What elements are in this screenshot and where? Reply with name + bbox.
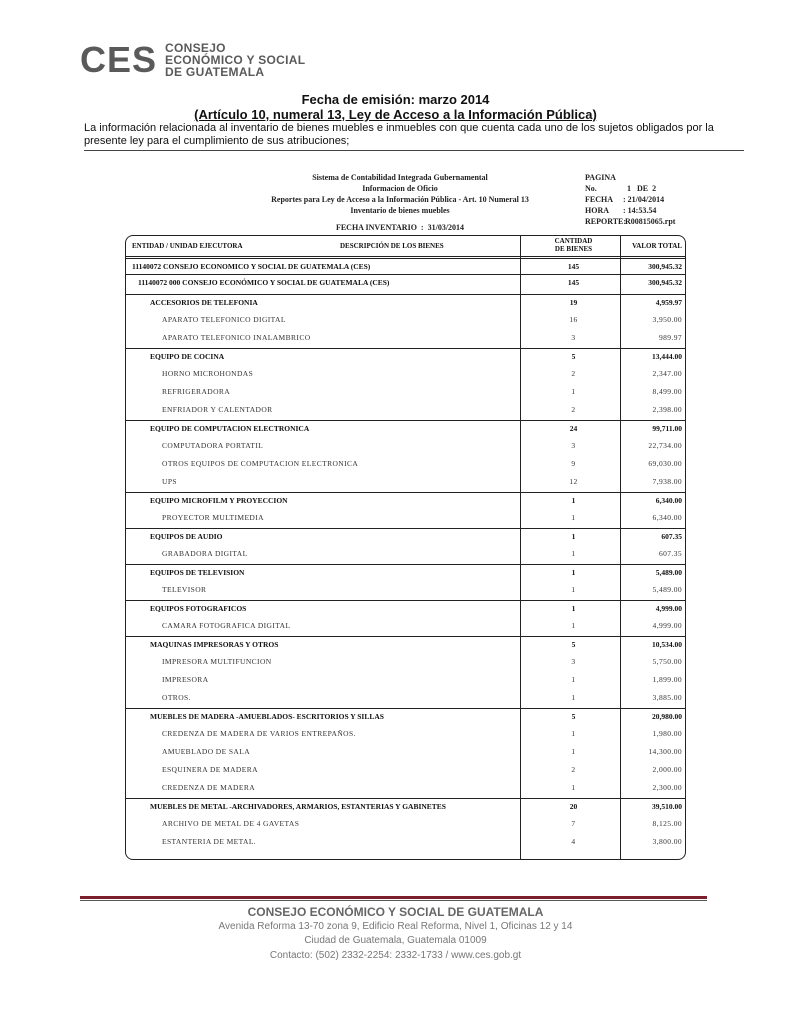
row-quantity: 1 [571,513,576,522]
row-description: OTROS EQUIPOS DE COMPUTACION ELECTRONICA [162,459,359,468]
table-group-row [126,492,685,509]
table-row [126,762,685,778]
row-value: 14,300.00 [648,747,682,756]
row-quantity: 1 [571,729,576,738]
report-time-value: 14:53.54 [627,206,657,215]
row-description: OTROS. [162,693,191,702]
row-value: 5,489.00 [652,585,682,594]
col-cantidad [526,237,621,253]
row-value: 607.35 [658,549,682,558]
row-description: HORNO MICROHONDAS [162,369,254,378]
logo-line-1: CONSEJO [165,41,226,55]
table-row [126,690,685,706]
footer-city: Ciudad de Guatemala, Guatemala 01009 [304,935,487,946]
table-row [126,654,685,670]
report-time: HORA : 14:53.54 [585,206,657,215]
row-quantity: 3 [571,657,576,666]
row-quantity: 2 [571,765,576,774]
row-description: IMPRESORA [162,675,209,684]
row-description: REFRIGERADORA [162,387,231,396]
row-description: CAMARA FOTOGRAFICA DIGITAL [162,621,291,630]
report-title-4: Inventario de bienes muebles [350,206,450,215]
report-date: FECHA : 21/04/2014 [585,195,665,204]
page-label: PAGINA No. [585,173,616,193]
row-description: CREDENZA DE MADERA DE VARIOS ENTREPAÑOS. [162,729,356,738]
row-value: 2,398.00 [652,405,682,414]
logo-mark: CES [80,39,158,80]
row-quantity: 3 [571,333,576,342]
row-description: EQUIPO MICROFILM Y PROYECCION [150,496,288,505]
row-quantity: 9 [571,459,576,468]
row-quantity: 1 [571,783,576,792]
row-quantity: 1 [571,549,576,558]
row-value: 4,959.97 [655,298,682,307]
row-description: 11140072 CONSEJO ECONOMICO Y SOCIAL DE GUATEMALA (CES) [132,262,371,271]
row-quantity: 1 [571,496,576,505]
row-quantity: 2 [571,369,576,378]
fecha-inventario-label: FECHA INVENTARIO [335,223,417,232]
logo-line-3: DE GUATEMALA [165,65,265,79]
row-description: EQUIPOS FOTOGRAFICOS [150,604,247,613]
page-number [585,172,705,194]
col-descripcion: DESCRIPCIÓN DE LOS BIENES [340,242,444,250]
report-time-label: HORA [585,206,609,215]
report-meta [585,172,705,227]
row-value: 2,000.00 [652,765,682,774]
row-value: 6,340.00 [652,513,682,522]
row-description: ARCHIVO DE METAL DE 4 GAVETAS [162,819,300,828]
row-quantity: 19 [569,298,578,307]
fecha-inventario-value: 31/03/2014 [427,223,465,232]
row-description: MUEBLES DE METAL -ARCHIVADORES, ARMARIOS, ESTANTERIAS Y GABINETES [150,802,446,811]
row-value: 99,711.00 [652,424,682,433]
table-group-row [126,420,685,437]
row-quantity: 1 [571,532,576,541]
row-value: 2,347.00 [652,369,682,378]
row-value: 20,980.00 [652,712,682,721]
row-value: 5,489.00 [655,568,682,577]
row-value: 69,030.00 [648,459,682,468]
row-quantity: 1 [571,693,576,702]
fecha-inventario: FECHA INVENTARIO : 31/03/2014 [335,223,465,232]
row-quantity: 5 [571,352,576,361]
table-group-row [126,636,685,653]
row-quantity: 1 [571,621,576,630]
row-value: 22,734.00 [648,441,682,450]
row-description: MUEBLES DE MADERA -AMUEBLADOS- ESCRITORIOS Y SILLAS [150,712,384,721]
row-value: 5,750.00 [652,657,682,666]
table-row [126,582,685,598]
row-value: 3,885.00 [652,693,682,702]
table-row [126,330,685,346]
row-value: 6,340.00 [655,496,682,505]
table-row [126,834,685,850]
table-group-row [126,798,685,815]
row-quantity: 5 [571,640,576,649]
row-quantity: 5 [571,712,576,721]
row-description: IMPRESORA MULTIFUNCION [162,657,272,666]
table-row [126,456,685,472]
row-value: 1,899.00 [652,675,682,684]
row-description: EQUIPOS DE AUDIO [150,532,223,541]
issue-date: Fecha de emisión: marzo 2014 [301,92,490,107]
logo-text [165,42,305,78]
row-value: 39,510.00 [652,802,682,811]
row-quantity: 7 [571,819,576,828]
row-value: 4,999.00 [652,621,682,630]
table-group-row [126,708,685,725]
row-quantity: 3 [571,441,576,450]
footer-address: Avenida Reforma 13-70 zona 9, Edificio Real Reforma, Nivel 1, Oficinas 12 y 14 [218,921,573,932]
row-value: 3,950.00 [652,315,682,324]
col-entidad: ENTIDAD / UNIDAD EJECUTORA [132,242,243,250]
row-value: 4,999.00 [655,604,682,613]
col-cantidad-line-1: CANTIDAD [554,237,593,245]
row-value: 3,800.00 [652,837,682,846]
report-id-label: REPORTE: [585,217,627,226]
row-description: GRABADORA DIGITAL [162,549,248,558]
table-group-row [126,258,685,275]
report-date-label: FECHA [585,195,613,204]
row-description: MAQUINAS IMPRESORAS Y OTROS [150,640,279,649]
row-quantity: 1 [571,675,576,684]
row-value: 10,534.00 [652,640,682,649]
table-row [126,726,685,742]
footer-rule [80,896,707,899]
row-description: ENFRIADOR Y CALENTADOR [162,405,273,414]
table-row [126,510,685,526]
table-row [126,312,685,328]
row-value: 1,980.00 [652,729,682,738]
row-description: APARATO TELEFONICO DIGITAL [162,315,286,324]
col-cantidad-line-2: DE BIENES [554,245,593,253]
table-row [126,780,685,796]
table-group-row [126,348,685,365]
intro-paragraph: La información relacionada al inventario de bienes muebles e inmuebles con que cuenta cada uno de los sujetos obligados por la presente ley para el cumplimiento de sus atribuciones; [84,122,714,147]
footer-contact: Contacto: (502) 2332-2254: 2332-1733 / www.ces.gob.gt [269,950,522,961]
table-group-row [126,528,685,545]
row-description: EQUIPOS DE TELEVISION [150,568,245,577]
row-quantity: 20 [569,802,578,811]
row-description: CREDENZA DE MADERA [162,783,256,792]
row-quantity: 2 [571,405,576,414]
table-header [126,236,685,257]
table-row [126,816,685,832]
table-row [126,474,685,490]
table-group-row [126,274,685,291]
table-row [126,366,685,382]
row-value: 13,444.00 [652,352,682,361]
row-quantity: 1 [571,568,576,577]
row-description: COMPUTADORA PORTATIL [162,441,264,450]
row-quantity: 12 [569,477,578,486]
row-value: 8,499.00 [652,387,682,396]
report-date-value: 21/04/2014 [627,195,665,204]
table-group-row [126,600,685,617]
page-of-label: DE [637,184,649,193]
row-value: 8,125.00 [652,819,682,828]
row-quantity: 1 [571,604,576,613]
col-valor: VALOR TOTAL [632,242,682,250]
page-value: 1 [627,184,631,193]
row-quantity: 145 [567,278,580,287]
row-quantity: 4 [571,837,576,846]
logo-line-2: ECONÓMICO Y SOCIAL [165,53,306,67]
inventory-table [125,235,686,860]
report-id-value: R00815065.rpt [625,217,676,226]
table-row [126,384,685,400]
row-description: AMUEBLADO DE SALA [162,747,251,756]
report-title-2: Informacion de Oficio [362,184,438,193]
row-description: ESQUINERA DE MADERA [162,765,258,774]
row-value: 300,945.32 [648,278,682,287]
row-description: TELEVISOR [162,585,207,594]
ces-logo [80,39,306,80]
row-value: 2,300.00 [652,783,682,792]
row-quantity: 24 [569,424,578,433]
row-description: EQUIPO DE COCINA [150,352,225,361]
table-row [126,618,685,634]
table-row [126,402,685,418]
row-description: PROYECTOR MULTIMEDIA [162,513,264,522]
report-title-1: Sistema de Contabilidad Integrada Gubernamental [312,173,488,182]
row-value: 300,945.32 [648,262,682,271]
report-title-3: Reportes para Ley de Acceso a la Información Pública - Art. 10 Numeral 13 [271,195,529,204]
row-description: 11140072 000 CONSEJO ECONÓMICO Y SOCIAL DE GUATEMALA (CES) [138,278,390,287]
table-row [126,672,685,688]
row-description: APARATO TELEFONICO INALAMBRICO [162,333,311,342]
row-value: 607.35 [661,532,682,541]
footer-org: CONSEJO ECONÓMICO Y SOCIAL DE GUATEMALA [247,905,544,919]
row-quantity: 145 [567,262,580,271]
row-quantity: 1 [571,387,576,396]
footer-rule-thin [80,900,707,901]
row-description: ACCESORIOS DE TELEFONIA [150,298,258,307]
row-description: ESTANTERIA DE METAL. [162,837,257,846]
row-description: UPS [162,477,177,486]
report-id [585,216,705,227]
row-quantity: 1 [571,585,576,594]
page-total: 2 [652,184,657,193]
row-value: 7,938.00 [652,477,682,486]
row-quantity: 16 [569,315,578,324]
row-value: 989.97 [658,333,682,342]
table-row [126,546,685,562]
divider [84,150,744,151]
report-titles [230,172,570,233]
row-quantity: 1 [571,747,576,756]
table-row [126,744,685,760]
table-group-row [126,294,685,311]
table-row [126,438,685,454]
table-group-row [126,564,685,581]
article-heading: (Artículo 10, numeral 13, Ley de Acceso a la Información Pública) [194,107,597,122]
row-description: EQUIPO DE COMPUTACION ELECTRONICA [150,424,310,433]
